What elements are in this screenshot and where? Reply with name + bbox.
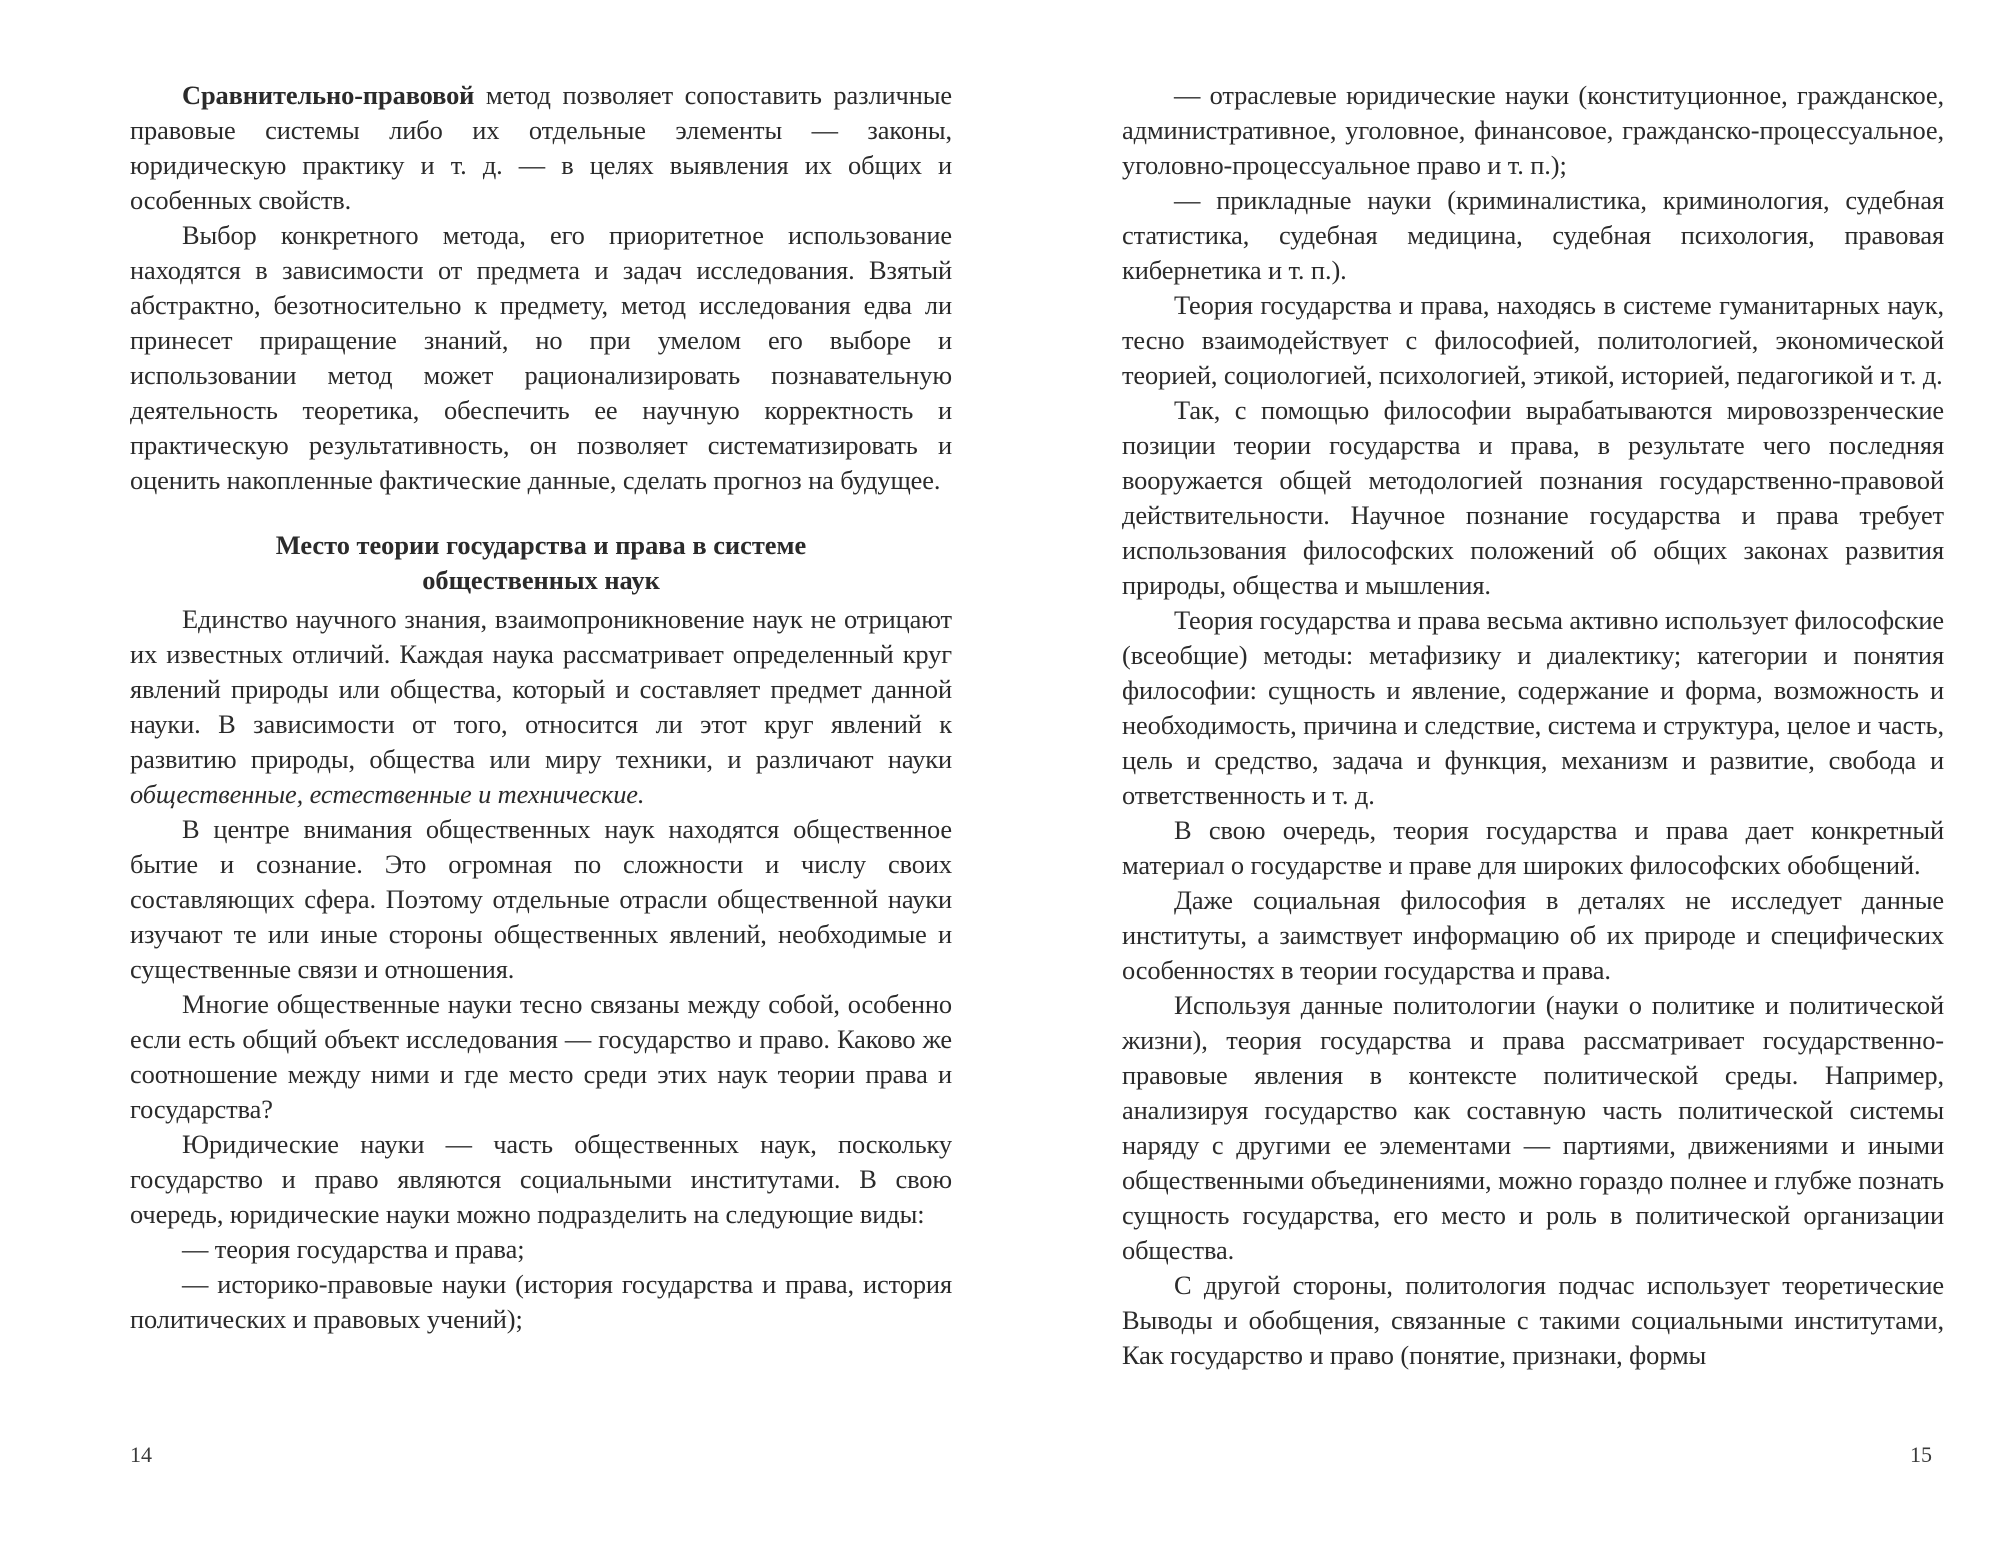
heading-line-2: общественных наук — [422, 565, 660, 595]
list-item: — теория государства и права; — [182, 1234, 525, 1264]
paragraph-humanities: Теория государства и права, находясь в системе гуманитарных наук, тесно взаимодействует с философией, политологией, экономической теорией, социологией, психологией, этикой, историей, педагогикой и т. д. — [1122, 290, 1944, 390]
paragraph-philosophy: Так, с помощью философии вырабатываются мировоззренческие позиции теории государства и права, в результате чего последняя вооружается общей методологией познания государственно-правовой действительности. Научное познание государства и права требует использования философских положений об общих законах развития природы, общества и мышления. — [1122, 395, 1944, 600]
section-heading — [130, 528, 952, 598]
paragraph-method-choice: Выбор конкретного метода, его приоритетное использование находятся в зависимости от предмета и задач исследования. Взятый абстрактно, безотносительно к предмету, метод исследования едва ли принесет приращение знаний, но при умелом его выборе и использовании метод может рационализировать познавательную деятельность теоретика, обеспечить ее научную корректность и практическую результативность, он позволяет систематизировать и оценить накопленные фактические данные, сделать прогноз на будущее. — [130, 220, 952, 495]
paragraph-text: Единство научного знания, взаимопроникновение наук не отрицают их известных отличий. Каждая наука рассматривает определенный круг явлений природы или общества, который и составляет предмет данной науки. В зависимости от того, относится ли этот круг явлений к развитию природы, общества или миру техники, и различают науки — [130, 604, 952, 774]
page-number-right: 15 — [1910, 1442, 1932, 1467]
list-item: — отраслевые юридические науки (конституционное, гражданское, административное, уголовное, финансовое, гражданско-процессуальное, уголовно-процессуальное право и т. п.); — [1122, 80, 1944, 180]
list-item: — прикладные науки (криминалистика, криминология, судебная статистика, судебная медицина, судебная психология, правовая кибернетика и т. п.). — [1122, 185, 1944, 285]
bold-term: Сравнительно-правовой — [182, 80, 475, 110]
left-page — [130, 78, 952, 1337]
paragraph-legal-sciences: Юридические науки — часть общественных наук, поскольку государство и право являются социальными институтами. В свою очередь, юридические науки можно подразделить на следующие виды: — [130, 1129, 952, 1229]
paragraph-social-sciences: В центре внимания общественных наук находятся общественное бытие и сознание. Это огромная по сложности и числу своих составляющих сфера. Поэтому отдельные отрасли общественной науки изучают те или иные стороны общественных явлений, необходимые и существенные связи и отношения. — [130, 814, 952, 984]
paragraph-comparative-method — [130, 78, 952, 218]
paragraph-political-science: Используя данные политологии (науки о политике и политической жизни), теория государства и права рассматривает государственно-правовые явления в контексте политической среды. Например, анализируя государство как составную часть политической системы наряду с другими ее элементами — партиями, движениями и иными общественными объединениями, можно гораздо полнее и глубже познать сущность государства, его место и роль в политической организации общества. — [1122, 990, 1944, 1265]
paragraph-philosophy-methods: Теория государства и права весьма активно использует философские (всеобщие) методы: метафизику и диалектику; категории и понятия философии: сущность и явление, содержание и форма, возможность и необходимость, причина и следствие, система и структура, целое и часть, цель и средство, задача и функция, механизм и развитие, свобода и ответственность и т. д. — [1122, 605, 1944, 810]
list-item: — историко-правовые науки (история государства и права, история политических и правовых учений); — [130, 1269, 952, 1334]
paragraph-political-science-2: С другой стороны, политология подчас использует теоретические Выводы и обобщения, связанные с такими социальными институтами, Как государство и право (понятие, признаки, формы — [1122, 1270, 1944, 1370]
heading-line-1: Место теории государства и права в системе — [275, 530, 807, 560]
paragraph-unity-of-knowledge — [130, 602, 952, 812]
right-page — [1122, 78, 1944, 1373]
paragraph-social-philosophy: Даже социальная философия в деталях не исследует данные институты, а заимствует информацию об их природе и специфических особенностях в теории государства и права. — [1122, 885, 1944, 985]
paragraph-text: метод позволяет сопоставить различные правовые системы либо их отдельные элементы — законы, юридическую практику и т. д. — в целях выявления их общих и особенных свойств. — [130, 80, 952, 215]
paragraph-related-sciences: Многие общественные науки тесно связаны между собой, особенно если есть общий объект исследования — государство и право. Каково же соотношение между ними и где место среди этих наук теории права и государства? — [130, 989, 952, 1124]
paragraph-concrete-material: В свою очередь, теория государства и права дает конкретный материал о государстве и праве для широких философских обобщений. — [1122, 815, 1944, 880]
italic-term: общественные, естественные и технические. — [130, 779, 645, 809]
page-number-left: 14 — [130, 1442, 152, 1467]
